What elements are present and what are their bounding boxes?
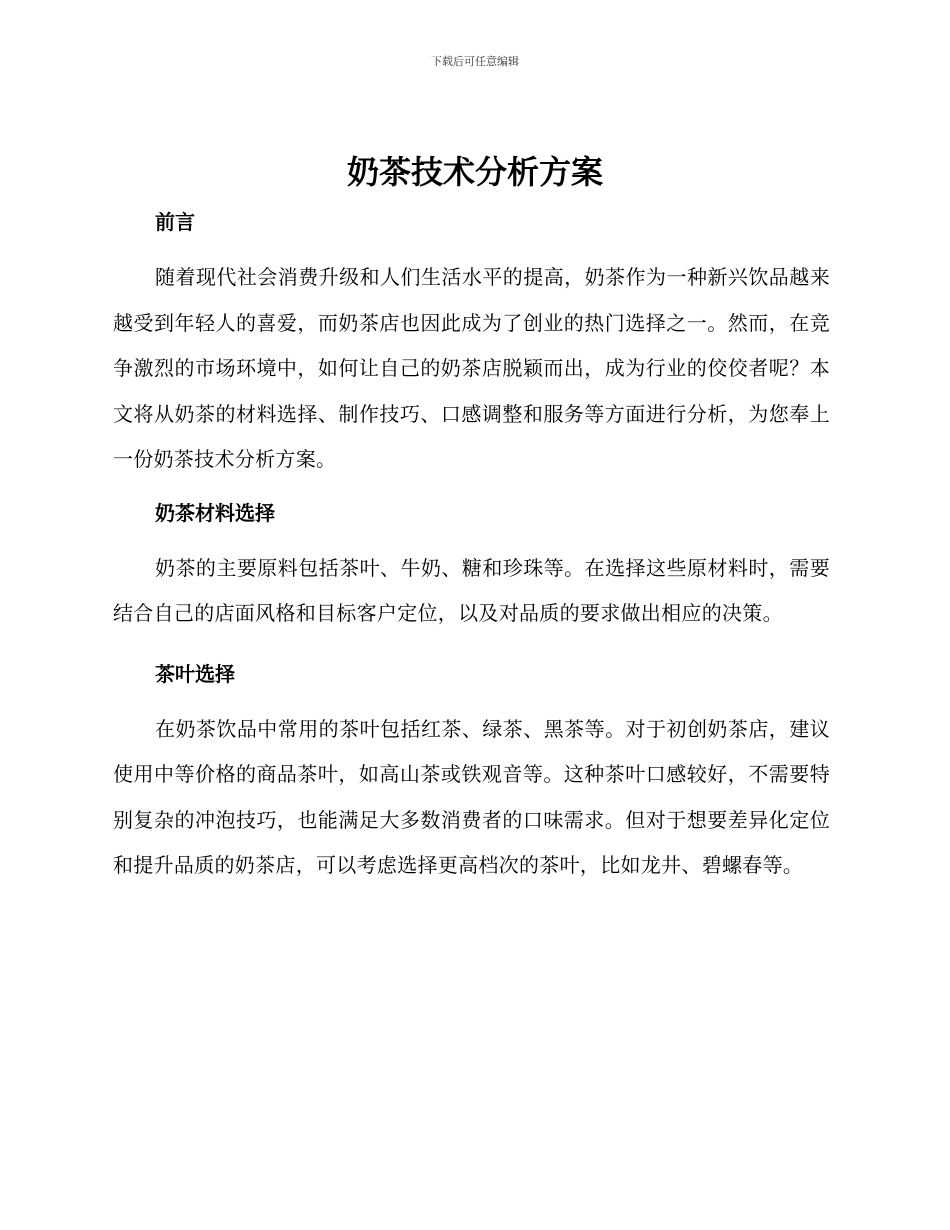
document-body	[113, 200, 830, 889]
section-paragraph-materials: 奶茶的主要原料包括茶叶、牛奶、糖和珍珠等。在选择这些原材料时，需要结合自己的店面风格和目标客户定位，以及对品质的要求做出相应的决策。	[113, 555, 830, 625]
section-heading-materials: 奶茶材料选择	[155, 500, 275, 525]
header-note: 下载后可任意编辑	[431, 55, 519, 68]
section-heading-preface: 前言	[155, 210, 195, 234]
section-paragraph-preface: 随着现代社会消费升级和人们生活水平的提高，奶茶作为一种新兴饮品越来越受到年轻人的喜爱，而奶茶店也因此成为了创业的热门选择之一。然而，在竞争激烈的市场环境中，如何让自己的奶茶店脱颖而出，成为行业的佼佼者呢？本文将从奶茶的材料选择、制作技巧、口感调整和服务等方面进行分析，为您奉上一份奶茶技术分析方案。	[113, 265, 830, 471]
page-title: 奶茶技术分析方案	[346, 153, 603, 191]
section-heading-tea-selection: 茶叶选择	[155, 661, 235, 686]
section-paragraph-tea-selection: 在奶茶饮品中常用的茶叶包括红茶、绿茶、黑茶等。对于初创奶茶店，建议使用中等价格的商品茶叶，如高山茶或铁观音等。这种茶叶口感较好，不需要特别复杂的冲泡技巧，也能满足大多数消费者的口味需求。但对于想要差异化定位和提升品质的奶茶店，可以考虑选择更高档次的茶叶，比如龙井、碧螺春等。	[113, 716, 830, 877]
